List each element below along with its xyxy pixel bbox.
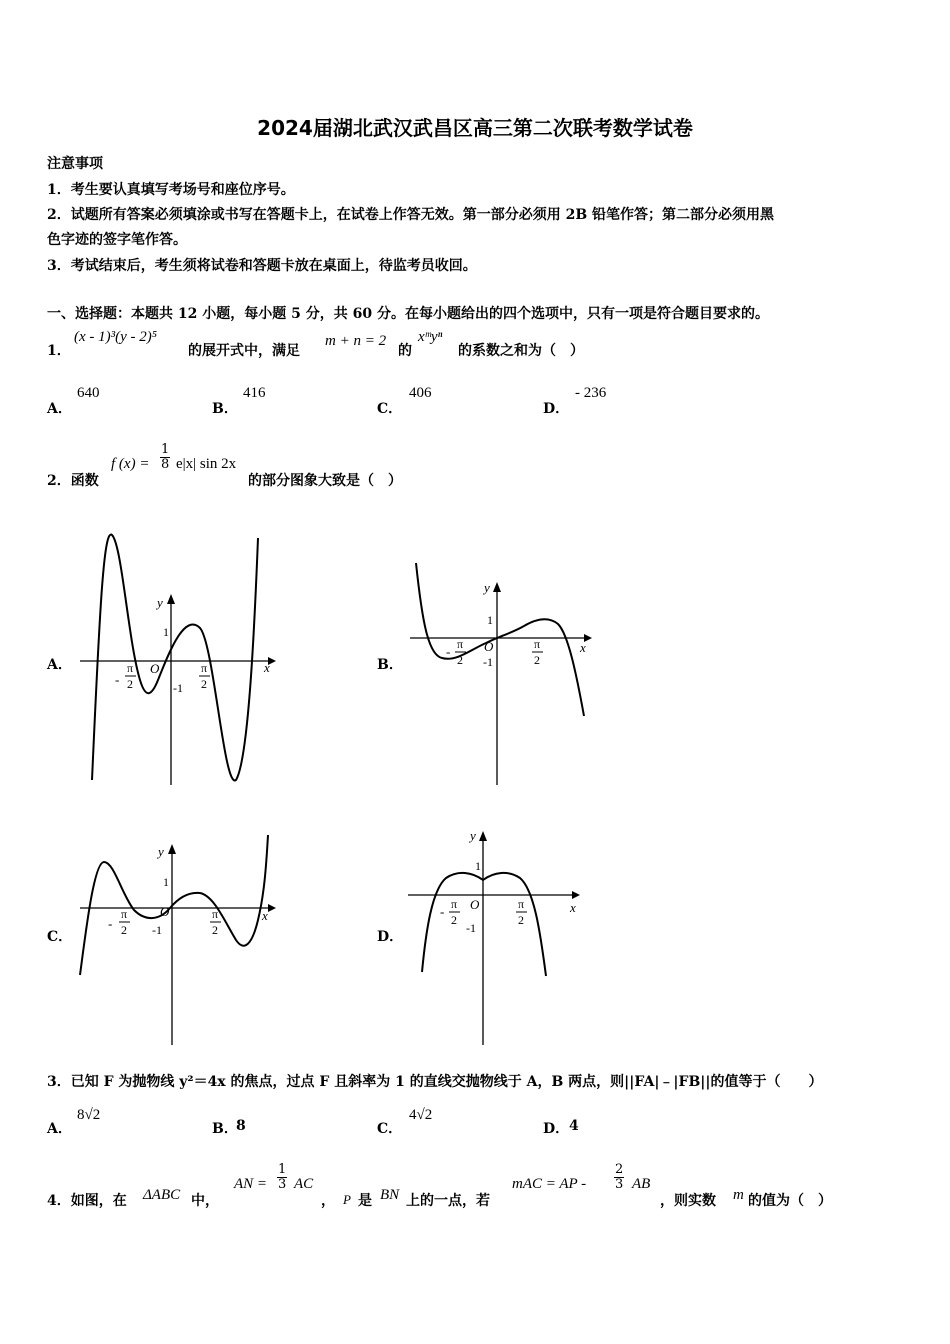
tick-minus-1: -1 <box>483 655 493 669</box>
option-label: B． <box>212 401 238 417</box>
tick-2: 2 <box>212 923 218 937</box>
tick-pi: π <box>127 661 134 675</box>
tick-pi: π <box>201 661 208 675</box>
option-label: D． <box>543 1121 570 1137</box>
q1-text: 的展开式中，满足 <box>188 343 300 359</box>
notice-item: 3．考试结束后，考生须将试卷和答题卡放在桌面上，待监考员收回。 <box>47 258 477 274</box>
tick-minus-sign: - <box>446 644 451 659</box>
q2-prefix: 2．函数 <box>47 473 99 489</box>
tick-1: 1 <box>163 875 169 889</box>
q1-condition: m + n = 2 <box>325 333 387 349</box>
tick-2: 2 <box>534 653 540 667</box>
q4-point-p: P <box>343 1192 351 1207</box>
tick-2: 2 <box>121 923 127 937</box>
q4-vector-an: AN = <box>234 1176 268 1192</box>
x-label: x <box>264 660 270 675</box>
graph-label-a: A． <box>47 657 72 673</box>
tick-1: 1 <box>487 613 493 627</box>
notice-heading: 注意事项 <box>47 156 103 172</box>
q4-vector-eq: mAC = AP - <box>512 1176 587 1192</box>
q4-text: 中， <box>191 1193 219 1209</box>
tick-minus-sign: - <box>115 672 120 687</box>
q3-text: 3．已知 F 为抛物线 y²＝4x 的焦点，过点 F 且斜率为 1 的直线交抛物线于 A，B 两点，则||FA|﹣|FB||的值等于（ ） <box>47 1074 823 1090</box>
y-label: y <box>158 844 164 859</box>
q4-fraction: $\frac{2}{3}$ <box>615 1162 624 1192</box>
graph-label-b: B． <box>377 657 403 673</box>
q4-triangle: ΔABC <box>143 1187 181 1203</box>
tick-minus-1: -1 <box>466 921 476 935</box>
option-label: D． <box>543 401 570 417</box>
option-label: A． <box>47 1121 72 1137</box>
q2-function: f (x) = <box>111 456 150 472</box>
option-value: 640 <box>77 385 100 401</box>
tick-2: 2 <box>451 913 457 927</box>
option-value: 4 <box>569 1118 579 1134</box>
graph-label-c: C． <box>47 929 73 945</box>
notice-item: 2．试题所有答案必须填涂或书写在答题卡上，在试卷上作答无效。第一部分必须用 2B 铅笔作答；第二部分必须用黑 <box>47 207 775 223</box>
q2-fraction: $\frac{1}{8}$ <box>161 442 170 472</box>
tick-pi: π <box>451 897 458 911</box>
q1-text: 的系数之和为（ ） <box>458 343 584 359</box>
section-heading: 一、选择题：本题共 12 小题，每小题 5 分，共 60 分。在每小题给出的四个选项中，只有一项是符合题目要求的。 <box>47 306 769 322</box>
tick-pi: π <box>457 637 464 651</box>
q4-text: ，则实数 <box>660 1193 716 1209</box>
option-value: 8 <box>236 1118 246 1134</box>
tick-2: 2 <box>127 677 133 691</box>
tick-2: 2 <box>201 677 207 691</box>
x-arrow-icon <box>572 891 580 899</box>
tick-1: 1 <box>163 625 169 639</box>
q4-text: 上的一点，若 <box>406 1193 490 1209</box>
tick-1: 1 <box>475 859 481 873</box>
q4-vector-ab: AB <box>632 1176 651 1192</box>
option-label: C． <box>377 401 403 417</box>
q4-text: 的值为（ ） <box>748 1193 832 1209</box>
option-label: B． <box>212 1121 238 1137</box>
tick-minus-1: -1 <box>173 681 183 695</box>
q1-text: 的 <box>398 343 412 359</box>
option-value: - 236 <box>575 385 607 401</box>
y-label: y <box>484 580 490 595</box>
q1-term: xᵐyⁿ <box>418 329 443 345</box>
origin-label: O <box>150 661 160 676</box>
option-value: 416 <box>243 385 266 401</box>
q4-text: ， <box>321 1193 335 1209</box>
tick-minus-1: -1 <box>152 923 162 937</box>
q4-text: 4．如图，在 <box>47 1193 127 1209</box>
x-label: x <box>570 900 576 915</box>
q1-expression: (x - 1)³(y - 2)⁵ <box>74 329 157 345</box>
notice-item: 色字迹的签字笔作答。 <box>47 232 187 248</box>
y-arrow-icon <box>479 831 487 841</box>
q2-function-rest: e|x| sin 2x <box>176 456 237 472</box>
origin-label: O <box>160 904 170 919</box>
tick-pi: π <box>121 907 128 921</box>
tick-pi: π <box>518 897 525 911</box>
q1-number: 1． <box>47 343 71 359</box>
curve <box>422 873 546 976</box>
option-value: 8√2 <box>77 1107 101 1123</box>
q4-text: 是 <box>358 1193 372 1209</box>
tick-minus-sign: - <box>108 916 113 931</box>
tick-pi: π <box>212 907 219 921</box>
q4-vector-ac: AC <box>294 1176 314 1192</box>
origin-label: O <box>484 639 494 654</box>
tick-minus-sign: - <box>440 904 445 919</box>
q2-text: 的部分图象大致是（ ） <box>248 473 402 489</box>
y-label: y <box>157 595 163 610</box>
tick-2: 2 <box>518 913 524 927</box>
option-value: 4√2 <box>409 1107 433 1123</box>
x-label: x <box>262 908 268 923</box>
q4-segment-bn: BN <box>380 1187 400 1203</box>
page-title: 2024届湖北武汉武昌区高三第二次联考数学试卷 <box>257 116 693 140</box>
option-label: A． <box>47 401 72 417</box>
origin-label: O <box>470 897 480 912</box>
q4-variable-m: m <box>733 1187 744 1203</box>
graph-label-d: D． <box>377 929 404 945</box>
tick-pi: π <box>534 637 541 651</box>
option-label: C． <box>377 1121 403 1137</box>
option-value: 406 <box>409 385 432 401</box>
notice-item: 1．考生要认真填写考场号和座位序号。 <box>47 182 295 198</box>
tick-2: 2 <box>457 653 463 667</box>
q4-fraction: $\frac{1}{3}$ <box>278 1162 287 1192</box>
y-label: y <box>470 828 476 843</box>
x-label: x <box>580 640 586 655</box>
